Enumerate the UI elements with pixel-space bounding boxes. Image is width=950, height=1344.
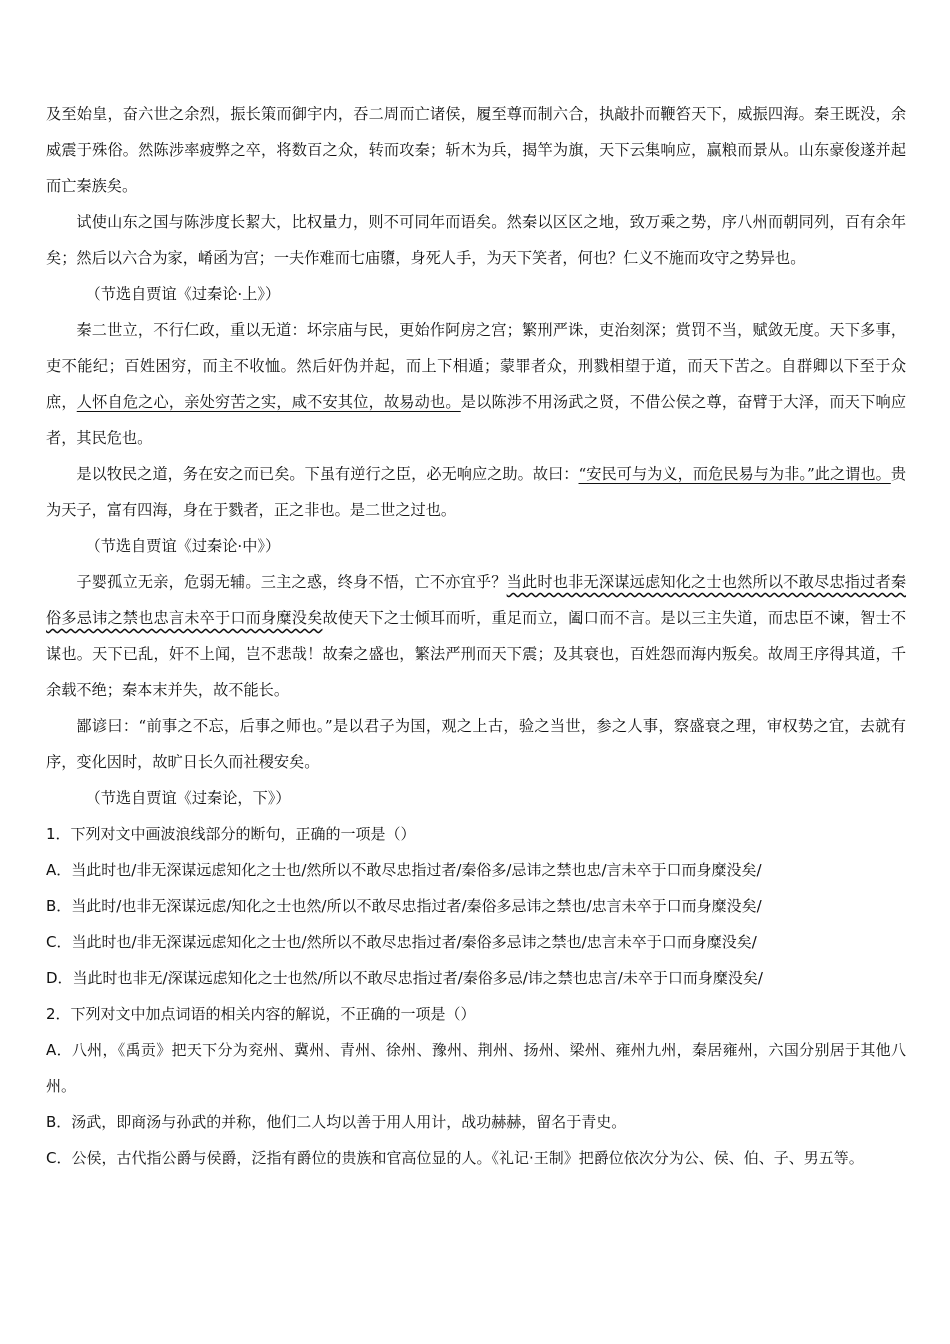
paragraph-5-text: 子婴孤立无亲，危弱无辅。三主之惑，终身不悟，亡不亦宜乎？ <box>76 573 507 591</box>
passage-paragraph-5 <box>46 564 906 708</box>
question-2-option-b[interactable]: B．汤武，即商汤与孙武的并称，他们二人均以善于用人用计，战功赫赫，留名于青史。 <box>46 1113 627 1131</box>
underlined-sentence-1: 人怀自危之心，亲处穷苦之实，咸不安其位，故易动也。 <box>76 393 461 411</box>
question-1-option-c[interactable]: C．当此时也/非无深谋远虑知化之士也/然所以不敢尽忠指过者/秦俗多忌讳之禁也/忠言未卒于口而身糜没矣/ <box>46 933 757 951</box>
question-1-option-a[interactable]: A．当此时也/非无深谋远虑知化之士也/然所以不敢尽忠指过者/秦俗多/忌讳之禁也忠/言未卒于口而身糜没矣/ <box>46 861 762 879</box>
question-2 <box>46 996 906 1176</box>
source-note-2: （节选自贾谊《过秦论·中》） <box>85 537 281 555</box>
underlined-sentence-2: “安民可与为义，而危民易与为非。”此之谓也。 <box>578 465 891 483</box>
passage-paragraph-3 <box>46 312 906 456</box>
question-1-option-b[interactable]: B．当此时/也非无深谋远虑/知化之士也然/所以不敢尽忠指过者/秦俗多忌讳之禁也/忠言未卒于口而身糜没矣/ <box>46 897 762 915</box>
paragraph-4-text: 是以牧民之道，务在安之而已矣。下虽有逆行之臣，必无响应之助。故曰： <box>76 465 579 483</box>
paragraph-5-tail: 故使天下之士倾耳而听，重足而立，阖口而不言。是以三主失道，而忠臣不谏，智士不谋也。天下已乱，奸不上闻，岂不悲哉！故秦之盛也，繁法严刑而天下震；及其衰也，百姓怨而海内叛矣。故周王序得其道，千余载不绝；秦本末并失，故不能长。 <box>46 609 907 699</box>
question-1-stem: 1．下列对文中画波浪线部分的断句，正确的一项是（） <box>46 825 416 843</box>
passage-paragraph-6: 鄙谚曰：“前事之不忘，后事之师也。”是以君子为国，观之上古，验之当世，参之人事，察盛衰之理，审权势之宜，去就有序，变化因时，故旷日长久而社稷安矣。 <box>46 717 906 771</box>
passage-paragraph-4 <box>46 456 906 528</box>
question-1-option-d[interactable]: D．当此时也非无/深谋远虑知化之士也然/所以不敢尽忠指过者/秦俗多忌/讳之禁也忠言/未卒于口而身糜没矣/ <box>46 969 763 987</box>
paragraph-3-tail: 是以陈涉不用汤武之贤，不借公侯之尊，奋臂于大泽，而天下响应者，其民危也。 <box>46 393 907 447</box>
source-note-3: （节选自贾谊《过秦论，下》） <box>85 789 291 807</box>
wavy-underlined-passage: 当此时也非无深谋远虑知化之士也然所以不敢尽忠指过者秦俗多忌讳之禁也忠言未卒于口而身糜没矣 <box>46 573 907 627</box>
passage-paragraph-1: 及至始皇，奋六世之余烈，振长策而御宇内，吞二周而亡诸侯，履至尊而制六合，执敲扑而鞭笞天下，威振四海。秦王既没，余威震于殊俗。然陈涉率疲弊之卒，将数百之众，转而攻秦；斩木为兵，揭竿为旗，天下云集响应，赢粮而景从。山东豪俊遂并起而亡秦族矣。 <box>46 105 906 195</box>
paragraph-4-tail: 贵为天子，富有四海，身在于戮者，正之非也。是二世之过也。 <box>46 465 907 519</box>
question-2-option-c[interactable]: C．公侯，古代指公爵与侯爵，泛指有爵位的贵族和官高位显的人。《礼记·王制》把爵位依次分为公、侯、伯、子、男五等。 <box>46 1149 864 1167</box>
paragraph-3-text: 秦二世立，不行仁政，重以无道：坏宗庙与民，更始作阿房之宫；繁刑严诛，吏治刻深；赏罚不当，赋敛无度。天下多事，吏不能纪；百姓困穷，而主不收恤。然后奸伪并起，而上下相遁；蒙罪者众，刑戮相望于道，而天下苦之。自群卿以下至于众庶， <box>46 321 906 411</box>
source-note-1: （节选自贾谊《过秦论·上》） <box>85 285 281 303</box>
passage-paragraph-2: 试使山东之国与陈涉度长絜大，比权量力，则不可同年而语矣。然秦以区区之地，致万乘之势，序八州而朝同列，百有余年矣；然后以六合为家，崤函为宫；一夫作难而七庙隳，身死人手，为天下笑者，何也？仁义不施而攻守之势异也。 <box>46 213 906 267</box>
question-1 <box>46 816 906 996</box>
question-2-option-a[interactable]: A．八州，《禹贡》把天下分为兖州、冀州、青州、徐州、豫州、荆州、扬州、梁州、雍州九州，秦居雍州，六国分别居于其他八州。 <box>46 1041 906 1095</box>
question-2-stem: 2．下列对文中加点词语的相关内容的解说，不正确的一项是（） <box>46 1005 476 1023</box>
